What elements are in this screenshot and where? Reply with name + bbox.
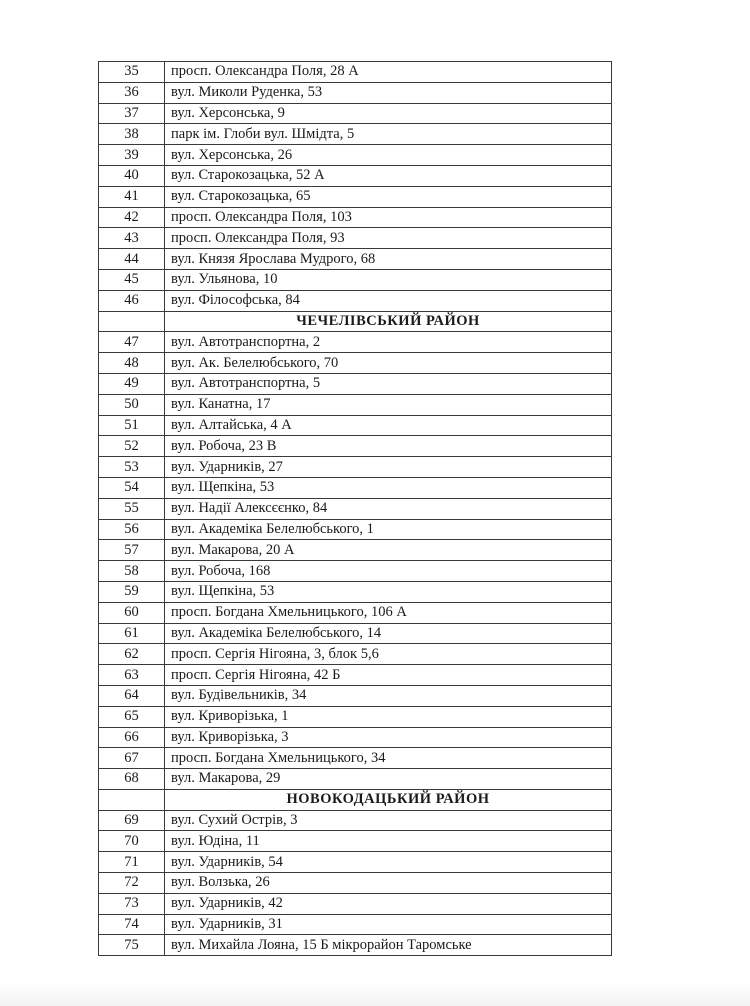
table-row (99, 457, 612, 478)
address-cell: вул. Херсонська, 9 (165, 103, 612, 124)
table-row (99, 706, 612, 727)
table-row (99, 935, 612, 956)
row-number: 54 (99, 477, 165, 498)
table-row (99, 831, 612, 852)
address-cell: вул. Автотранспортна, 2 (165, 332, 612, 353)
row-number: 49 (99, 373, 165, 394)
address-cell: вул. Алтайська, 4 А (165, 415, 612, 436)
row-number: 48 (99, 353, 165, 374)
row-number: 51 (99, 415, 165, 436)
table-row (99, 62, 612, 83)
table-row (99, 373, 612, 394)
row-number: 68 (99, 769, 165, 790)
row-number: 66 (99, 727, 165, 748)
district-title: ЧЕЧЕЛІВСЬКИЙ РАЙОН (165, 311, 612, 332)
table-row (99, 82, 612, 103)
table-row (99, 332, 612, 353)
row-number: 50 (99, 394, 165, 415)
table-row (99, 228, 612, 249)
table-row (99, 436, 612, 457)
row-number: 53 (99, 457, 165, 478)
row-number: 69 (99, 810, 165, 831)
table-row (99, 394, 612, 415)
row-number: 65 (99, 706, 165, 727)
address-cell: вул. Ульянова, 10 (165, 269, 612, 290)
table-row (99, 623, 612, 644)
row-number: 40 (99, 165, 165, 186)
address-cell: вул. Ударників, 27 (165, 457, 612, 478)
district-title: НОВОКОДАЦЬКИЙ РАЙОН (165, 789, 612, 810)
row-number: 55 (99, 498, 165, 519)
table-row (99, 665, 612, 686)
address-cell: вул. Академіка Белелюбського, 14 (165, 623, 612, 644)
row-number: 43 (99, 228, 165, 249)
address-cell: вул. Старокозацька, 52 А (165, 165, 612, 186)
address-cell: вул. Волзька, 26 (165, 873, 612, 894)
address-cell: вул. Будівельників, 34 (165, 685, 612, 706)
row-number: 47 (99, 332, 165, 353)
address-cell: вул. Криворізька, 1 (165, 706, 612, 727)
address-cell: вул. Щепкіна, 53 (165, 477, 612, 498)
address-cell: просп. Олександра Поля, 28 А (165, 62, 612, 83)
table-row (99, 561, 612, 582)
row-number: 56 (99, 519, 165, 540)
table-row (99, 873, 612, 894)
table-row (99, 602, 612, 623)
table-row (99, 186, 612, 207)
row-number: 61 (99, 623, 165, 644)
district-number-cell (99, 311, 165, 332)
table-row (99, 644, 612, 665)
address-cell: вул. Миколи Руденка, 53 (165, 82, 612, 103)
table-row (99, 103, 612, 124)
table-row (99, 914, 612, 935)
address-cell: просп. Богдана Хмельницького, 34 (165, 748, 612, 769)
table-row (99, 893, 612, 914)
table-row (99, 290, 612, 311)
row-number: 44 (99, 249, 165, 270)
table-row (99, 810, 612, 831)
row-number: 64 (99, 685, 165, 706)
page-bottom-edge (0, 982, 750, 1006)
address-cell: вул. Філософська, 84 (165, 290, 612, 311)
row-number: 73 (99, 893, 165, 914)
address-cell: вул. Макарова, 29 (165, 769, 612, 790)
table-row (99, 519, 612, 540)
row-number: 42 (99, 207, 165, 228)
row-number: 60 (99, 602, 165, 623)
address-cell: вул. Ударників, 31 (165, 914, 612, 935)
district-header-row (99, 789, 612, 810)
address-cell: вул. Юдіна, 11 (165, 831, 612, 852)
address-cell: вул. Херсонська, 26 (165, 145, 612, 166)
address-cell: вул. Ударників, 42 (165, 893, 612, 914)
table-row (99, 124, 612, 145)
row-number: 70 (99, 831, 165, 852)
address-cell: вул. Сухий Острів, 3 (165, 810, 612, 831)
row-number: 41 (99, 186, 165, 207)
row-number: 71 (99, 852, 165, 873)
table-row (99, 727, 612, 748)
row-number: 75 (99, 935, 165, 956)
row-number: 59 (99, 581, 165, 602)
table-row (99, 145, 612, 166)
table-row (99, 249, 612, 270)
address-cell: вул. Криворізька, 3 (165, 727, 612, 748)
table-row (99, 353, 612, 374)
address-cell: вул. Ударників, 54 (165, 852, 612, 873)
address-cell: вул. Робоча, 168 (165, 561, 612, 582)
row-number: 38 (99, 124, 165, 145)
row-number: 52 (99, 436, 165, 457)
table-row (99, 498, 612, 519)
table-row (99, 540, 612, 561)
row-number: 74 (99, 914, 165, 935)
table-row (99, 165, 612, 186)
address-cell: вул. Автотранспортна, 5 (165, 373, 612, 394)
row-number: 45 (99, 269, 165, 290)
address-cell: просп. Олександра Поля, 93 (165, 228, 612, 249)
address-cell: вул. Михайла Лояна, 15 Б мікрорайон Таромське (165, 935, 612, 956)
address-cell: вул. Академіка Белелюбського, 1 (165, 519, 612, 540)
row-number: 46 (99, 290, 165, 311)
row-number: 36 (99, 82, 165, 103)
table-row (99, 269, 612, 290)
table-row (99, 415, 612, 436)
table-row (99, 207, 612, 228)
address-cell: вул. Щепкіна, 53 (165, 581, 612, 602)
row-number: 67 (99, 748, 165, 769)
table-row (99, 477, 612, 498)
address-cell: вул. Князя Ярослава Мудрого, 68 (165, 249, 612, 270)
address-cell: просп. Сергія Нігояна, 3, блок 5,6 (165, 644, 612, 665)
address-cell: вул. Канатна, 17 (165, 394, 612, 415)
table-row (99, 685, 612, 706)
table-row (99, 581, 612, 602)
row-number: 63 (99, 665, 165, 686)
address-table-body (99, 62, 612, 956)
row-number: 72 (99, 873, 165, 894)
address-cell: вул. Робоча, 23 В (165, 436, 612, 457)
table-row (99, 852, 612, 873)
address-cell: вул. Надії Алексєєнко, 84 (165, 498, 612, 519)
address-cell: просп. Сергія Нігояна, 42 Б (165, 665, 612, 686)
row-number: 57 (99, 540, 165, 561)
district-number-cell (99, 789, 165, 810)
row-number: 62 (99, 644, 165, 665)
row-number: 39 (99, 145, 165, 166)
table-row (99, 769, 612, 790)
address-cell: просп. Олександра Поля, 103 (165, 207, 612, 228)
table-row (99, 748, 612, 769)
address-table (98, 61, 612, 956)
address-cell: вул. Ак. Белелюбського, 70 (165, 353, 612, 374)
row-number: 37 (99, 103, 165, 124)
row-number: 35 (99, 62, 165, 83)
row-number: 58 (99, 561, 165, 582)
address-cell: вул. Старокозацька, 65 (165, 186, 612, 207)
address-cell: парк ім. Глоби вул. Шмідта, 5 (165, 124, 612, 145)
address-cell: вул. Макарова, 20 А (165, 540, 612, 561)
district-header-row (99, 311, 612, 332)
address-cell: просп. Богдана Хмельницького, 106 А (165, 602, 612, 623)
